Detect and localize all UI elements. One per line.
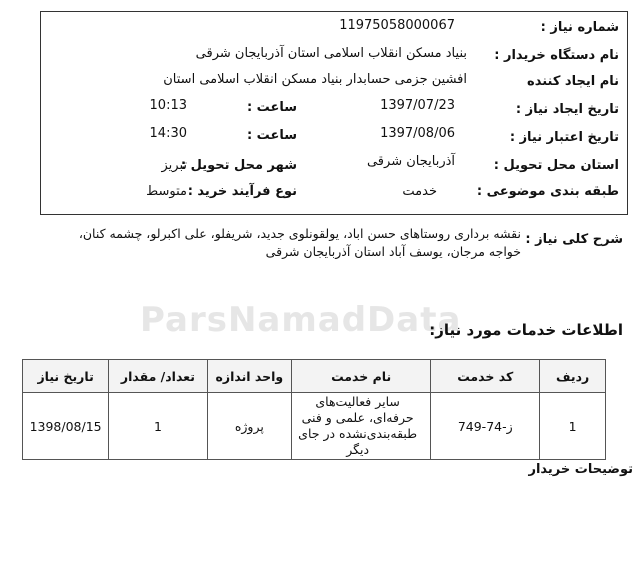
creator-value: افشین جزمی حسابدار بنیاد مسکن انقلاب اسلامی استان [163,72,467,87]
process-type-label: نوع فرآیند خرید : [187,184,297,199]
col-name: نام خدمت [292,360,431,393]
valid-time-value: 14:30 [149,126,187,141]
creator-label: نام ایجاد کننده [527,74,619,89]
header-box [40,11,628,215]
delivery-province-value: آذربایجان شرقی [366,154,455,169]
buyer-org-value: بنیاد مسکن انقلاب اسلامی استان آذربایجان شرقی [195,46,467,61]
delivery-city-label: شهر محل تحویل : [180,158,297,173]
services-table [22,359,606,460]
col-date: تاریخ نیاز [23,360,109,393]
cell-qty: 1 [109,393,207,460]
created-date-label: تاریخ ایجاد نیاز : [515,102,619,117]
buyer-org-label: نام دستگاه خریدار : [494,48,619,63]
col-qty: تعداد/ مقدار [109,360,207,393]
cell-date: 1398/08/15 [23,393,109,460]
cell-code: ز-74-749 [431,393,540,460]
cell-name: سایر فعالیت‌های حرفه‌ای، علمی و فنی طبقه‌بندی‌نشده در جای دیگر [292,393,431,460]
general-description-label: شرح کلی نیاز : [525,232,623,247]
valid-date-label: تاریخ اعتبار نیاز : [509,130,619,145]
category-value: خدمت [402,184,437,199]
valid-date-value: 1397/08/06 [380,126,455,141]
general-description-value: نقشه برداری روستاهای حسن اباد، یولقونلوی جدید، شریفلو، علی اکبرلو، چشمه کنان، خواجه مرجان، یوسف آباد استان آذربایجان شرقی [78,226,521,259]
services-title: اطلاعات خدمات مورد نیاز: [429,321,623,339]
created-time-value: 10:13 [149,98,187,113]
need-number-label: شماره نیاز : [540,20,619,35]
col-unit: واحد اندازه [207,360,291,393]
buyer-notes-label: توضیحات خریدار [528,462,633,477]
cell-row: 1 [540,393,606,460]
cell-unit: پروژه [207,393,291,460]
created-date-value: 1397/07/23 [380,98,455,113]
created-time-label: ساعت : [246,100,297,115]
services-header-row [23,360,606,393]
delivery-city-value: تبریز [161,158,187,173]
watermark: ParsNamadData [140,300,462,340]
need-number-value: 11975058000067 [339,18,455,33]
category-label: طبقه بندی موضوعی : [476,184,619,199]
col-code: کد خدمت [431,360,540,393]
valid-time-label: ساعت : [246,128,297,143]
process-type-value: متوسط [146,184,187,199]
table-row [23,393,606,460]
col-row: ردیف [540,360,606,393]
delivery-province-label: استان محل تحویل : [493,158,619,173]
